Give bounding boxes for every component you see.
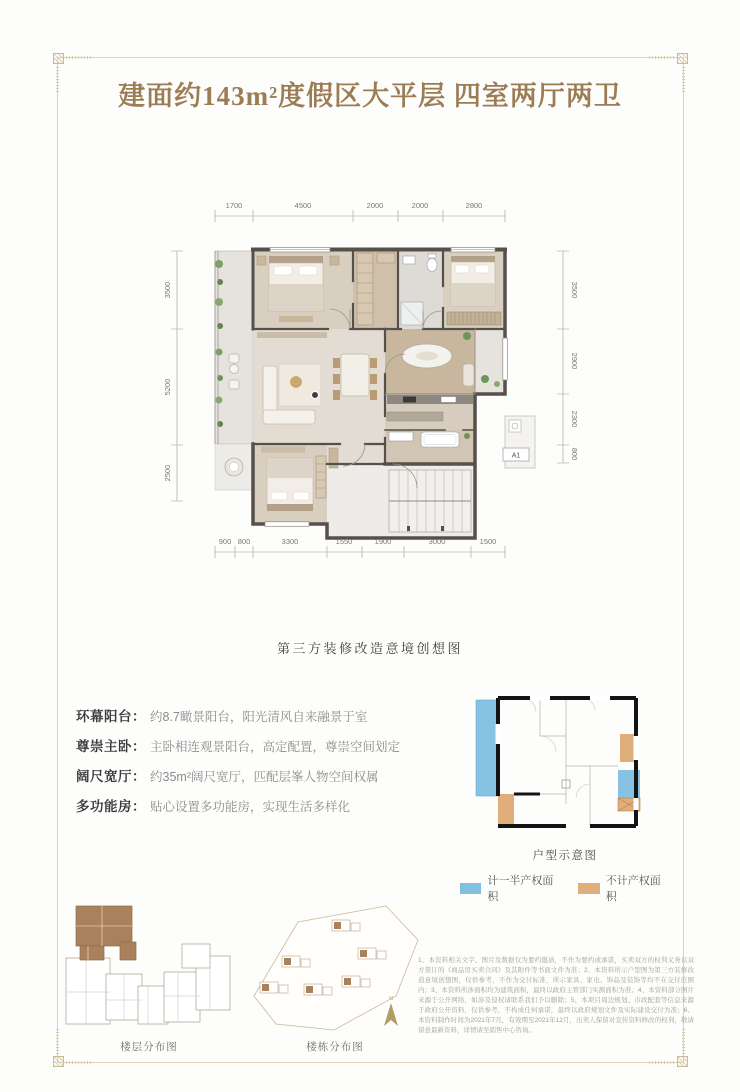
feature-label: 多功能房： xyxy=(76,799,146,814)
legend xyxy=(460,872,670,904)
dim-label: 2000 xyxy=(411,201,429,210)
feature-label: 环幕阳台： xyxy=(76,709,146,724)
feature-row xyxy=(76,702,426,732)
stairs xyxy=(389,470,471,532)
legend-swatch-blue xyxy=(460,883,481,894)
corner-ornament xyxy=(677,1056,688,1067)
elevator-label: A1 xyxy=(511,452,521,460)
feature-label: 阔尺宽厅： xyxy=(76,769,146,784)
floorplan-caption: 第三方装修改造意境创想图 xyxy=(276,641,463,656)
dim-label: 2000 xyxy=(366,201,384,210)
dim-label: 2300 xyxy=(570,410,579,428)
building-distribution-caption: 楼栋分布图 xyxy=(306,1041,364,1053)
lounge-chair xyxy=(225,458,243,476)
dim-label: 2900 xyxy=(570,352,579,370)
floor-distribution-image xyxy=(58,900,240,1036)
schematic-plan xyxy=(460,684,670,904)
feature-row xyxy=(76,792,426,822)
building-distribution-image xyxy=(248,900,423,1036)
corner-ornament xyxy=(677,53,688,64)
dining-table xyxy=(333,354,377,400)
dim-label: 1700 xyxy=(225,201,243,210)
dim-label: 800 xyxy=(570,447,579,461)
dim-label: 1900 xyxy=(374,537,392,546)
feature-row xyxy=(76,732,426,762)
dim-label: 3500 xyxy=(163,281,172,299)
elevator-box xyxy=(503,448,529,461)
dim-label: 800 xyxy=(237,537,251,546)
equipment-platform xyxy=(509,420,521,432)
feature-label: 尊崇主卧： xyxy=(76,739,146,754)
floorplan-area xyxy=(145,186,605,586)
floorplan-image xyxy=(145,186,605,586)
dim-label: 3300 xyxy=(281,537,299,546)
legend-label: 不计产权面积 xyxy=(605,875,661,903)
svg-text:N: N xyxy=(388,996,393,1002)
feature-row xyxy=(76,762,426,792)
corner-ornament xyxy=(53,1056,64,1067)
feature-desc: 约8.7瞰景阳台，阳光清风自来融景于室 xyxy=(150,710,368,724)
building-distribution-plan xyxy=(244,900,426,1054)
dim-label: 4500 xyxy=(294,201,312,210)
legend-label: 计一半产权面积 xyxy=(487,875,554,903)
legend-item xyxy=(578,872,670,904)
schematic-partitions xyxy=(514,698,618,826)
feature-desc: 约35m²阔尺宽厅，匹配层峯人物空间权属 xyxy=(150,770,379,784)
schematic-caption: 户型示意图 xyxy=(532,850,598,862)
corner-lattice xyxy=(649,1061,675,1064)
feature-list xyxy=(76,702,426,822)
dim-label: 1550 xyxy=(335,537,353,546)
feature-desc: 主卧相连观景阳台，高定配置，尊崇空间划定 xyxy=(150,740,401,754)
dim-label: 1500 xyxy=(479,537,497,546)
legend-item xyxy=(460,872,562,904)
bedroom2-bed xyxy=(447,256,501,325)
page-title: 建面约143m²度假区大平层 四室两厅两卫 xyxy=(118,81,622,111)
corner-ornament xyxy=(53,53,64,64)
dim-label: 2800 xyxy=(465,201,483,210)
disclaimer-text: 1、本资料相关文字、图片及数据仅为要约邀请，不作为要约或承诺，买卖双方的权利义务以双方签订的《商品房买卖合同》及其附件等书面文件为准；2、本资料所示户型图为第三方装修改造意境创想图，仅供参考，不作为交付标准，所示家具、家电、饰品及装饰等均不在交付范围内；3、本资料所涉面积均为建筑面积，最终以政府主管部门实测面积为准；4、本资料部分图片来源于公开网络，如涉及侵权请联系我们予以删除；5、本项目周边规划、市政配套等信息来源于政府公开资料，仅供参考，不构成任何承诺，最终以政府规划文件及实际建设交付为准；6、本资料制作时间为2021年7月，有效期至2021年12月，出卖人保留对宣传资料修改的权利，敬请留意最新资料，详情请至销售中心咨询。 xyxy=(418,957,694,1035)
balcony-chairs xyxy=(229,354,239,389)
dim-label: 5200 xyxy=(163,378,172,396)
corner-lattice xyxy=(66,56,92,59)
corner-lattice xyxy=(66,1061,92,1064)
dim-label: 3000 xyxy=(428,537,446,546)
feature-desc: 贴心设置多功能房，实现生活多样化 xyxy=(150,800,351,814)
dim-label: 3500 xyxy=(570,281,579,299)
legend-swatch-tan xyxy=(578,883,599,894)
schematic-image xyxy=(470,684,660,842)
schematic-walls xyxy=(498,698,636,826)
floor-distribution-caption: 楼层分布图 xyxy=(120,1041,178,1053)
corner-lattice xyxy=(649,56,675,59)
highlighted-unit xyxy=(76,906,136,960)
schematic-fills xyxy=(476,700,640,824)
dim-label: 900 xyxy=(218,537,232,546)
dim-label: 2500 xyxy=(163,464,172,482)
floor-distribution-plan xyxy=(58,900,240,1054)
